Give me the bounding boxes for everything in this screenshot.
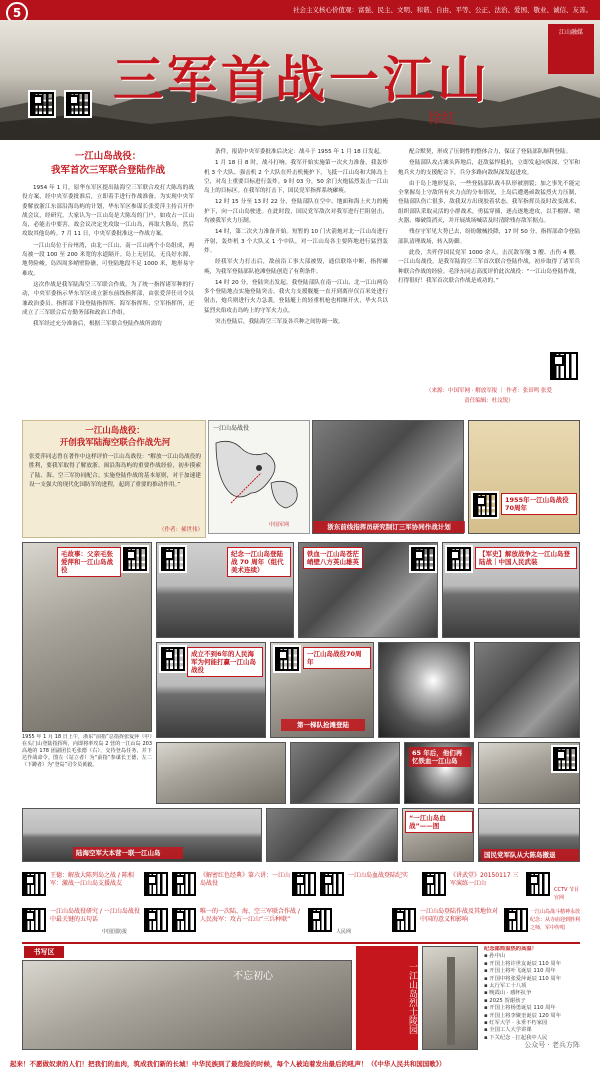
qr-code[interactable] — [320, 872, 344, 896]
photo-caption: 铁血一江山岛苍茫峭壁八方英山雄英 — [303, 547, 363, 569]
top-bar — [0, 0, 600, 20]
divider — [22, 942, 580, 944]
memorial-photo — [22, 960, 352, 1050]
map-drawing — [211, 433, 307, 515]
article-paragraph: 配合默契，形成了压倒性的整体合力，保证了登陆部队顺利登陆。 — [409, 149, 572, 155]
footer-slogan: 起来！不愿做奴隶的人们！把我们的血肉，筑成我们新的长城！中华民族到了最危险的时候，每个人被迫着发出最后的吼声！（《中华人民共和国国歌》） — [0, 1054, 600, 1074]
photo — [442, 542, 580, 638]
qr-code[interactable] — [123, 547, 147, 571]
photo — [478, 808, 580, 862]
article-headline — [22, 150, 194, 178]
qr-link-grid — [22, 868, 580, 938]
page-number: 5 — [6, 2, 28, 24]
qr-link-text[interactable]: 《讲武堂》20150117 三军演练一江山 — [450, 872, 519, 887]
qr-code[interactable] — [308, 908, 332, 932]
article-paragraph: 12 时 15 分至 13 时 22 分，登陆部队在空中、地面和海上火力的掩护下，向一江山岛驶进。在此时段，国民党军敌次对我军进行拦阻射击，均被我军火力压制。 — [204, 199, 388, 225]
qr-code[interactable] — [30, 92, 54, 116]
archive-list-item[interactable]: ▪ 下关纪念 · 扛起我中人民 — [484, 1034, 548, 1041]
headline-line-1: 一江山岛战役： — [74, 151, 142, 162]
calligraphy-signature: 徐红 — [428, 111, 456, 127]
article-column-2 — [204, 148, 388, 410]
qr-code[interactable] — [504, 908, 528, 932]
panel-author: （作者：郝世伟） — [158, 527, 203, 533]
photo — [290, 742, 400, 804]
qr-code[interactable] — [22, 872, 46, 896]
photo-caption: 毛故事：父亲毛张爱萍和一江山岛战役 — [57, 547, 121, 577]
archive-list-item[interactable]: ▪ 孙中山 — [484, 953, 506, 960]
battle-map — [208, 420, 310, 534]
headline-line-2: 我军首次三军联合登陆作战 — [50, 165, 165, 176]
article-paragraph: 由于岛上地形复杂，一些登陆部队战斗队形被割裂；加之事先不能完全掌握岛上守敌所有火力点的分布情况，上岛后遭遇顽敌猛烈火力压制，登陆部队伤亡很多，敌我双方出现胶着状态。我军指挥员及时改变战术，组织部队采取灵活的小群战术，勇猛穿插，逐点逐地进攻，以手榴弹、喷火器、爆破筒消灭，并开展战场喊话及时清除残存敌军据点。 — [398, 180, 580, 225]
article-column-1 — [22, 184, 194, 412]
paper-logo: 中国国防报 — [102, 929, 128, 935]
photo — [270, 642, 374, 738]
article-paragraph: 突击登陆后，我陆海空三军及各兵种之间协调一致， — [215, 319, 344, 326]
article-paragraph: 残存守军见大势已去，纷纷缴械投降，17 时 50 分，指挥部命令登陆部队清理战场，转入防御。 — [398, 229, 580, 245]
photo — [156, 642, 266, 738]
qr-link-text[interactable]: 一江山岛血战登陆纪实 — [348, 872, 409, 879]
qr-link-text[interactable]: 唯一的一次陆、海、空三军联合作战 / 人民海军：攻占一江山“三兵种联” — [200, 908, 300, 923]
photo-caption: 成立不到6年的人民海军为何能打赢一江山岛战役 — [187, 647, 263, 677]
article-paragraph: 经我军火力打击后，敌前沿工事大部被毁，通信联络中断，指挥瘫痪，为我军登陆部队抢滩登陆创造了有利条件。 — [204, 259, 388, 275]
archive-list — [484, 946, 580, 1050]
article-paragraph: 14 时，第二次火力准备开始。短暂的 10 门火箭炮对北一江山岛进行齐射，轰炸机 3 个大队又 1 个中队，对一江山岛各主要阵地进行猛烈轰炸。 — [204, 229, 388, 254]
qr-link-text[interactable]: 一江山岛登陆作战及其地位对中国的意义和影响 — [420, 908, 499, 923]
qr-code[interactable] — [172, 872, 196, 896]
article-paragraph: 条件，报请中央军委批准后决定：战斗于 1955 年 1 月 18 日发起。 — [215, 149, 385, 155]
archive-list-item[interactable]: ▪ 开国中将张爱萍诞辰 110 周年 — [484, 975, 562, 982]
archive-list-title: 纪念邮简温热的高温！ — [484, 946, 537, 952]
calligraphy-plaque: 一江山岛烈士陵园 — [356, 946, 418, 1050]
section-tag: 书写区 — [24, 946, 64, 958]
qr-code[interactable] — [411, 547, 435, 571]
archive-list-item[interactable]: ▪ 开国上将叶飞诞辰 110 周年 — [484, 968, 556, 975]
photo-caption: 一江山岛战役70周年 — [303, 647, 371, 669]
photo — [378, 642, 470, 738]
photo-caption: 1955年一江山岛战役 70周年 — [501, 493, 577, 515]
renminwang-logo: 人民网 — [336, 929, 352, 935]
article-paragraph: 14 时 20 分，登陆突击发起。我登陆部队在南一江山、北一江山两岛多个登陆地点实施登陆突击。我火力支援舰艇一直开到离岸仅百米处进行射击，炮兵则进行火力急袭，登陆艇上的轻重机枪也相继开火，毕火兵以猛烈火焰攻击岛屿上的守军火力点。 — [204, 279, 388, 314]
photo — [156, 742, 286, 804]
photo-caption: 【军史】解放战争之一江山岛登陆战｜中国人民武装 — [475, 547, 577, 569]
photo — [402, 808, 474, 862]
photo — [298, 542, 438, 638]
article-paragraph: 这次作战是我军陆海空三军联合作战，为了统一指挥诸军种的行动，中央军委指示华东军区成立浙东前线指挥部，由张爱萍任司令员兼政治委员。指挥部下设登陆指挥所、海军指挥所、空军指挥所，还成立了三军联合后方勤务部和政治工作组。 — [22, 281, 194, 316]
watermark: 公众号 · 老兵方阵 — [524, 1041, 580, 1049]
article-paragraph: 我军经过充分准备后，根据三军联合登陆作战所需的 — [33, 321, 162, 328]
map-badge: 中国军网 — [269, 522, 290, 528]
photo — [156, 542, 294, 638]
document-photo — [468, 420, 580, 534]
map-title: 一江山岛战役 — [213, 425, 250, 432]
article-column-3 — [398, 148, 580, 382]
photo-caption: “一江山岛血战”——图 — [405, 811, 473, 833]
article-paragraph: 登陆部队攻占滩头阵地后，赶敌猛悍抵抗，立即发起向纵深、空军和炮兵火力的支援配合下，兵分多路向敌纵深发起进攻。 — [398, 160, 580, 176]
qr-code[interactable] — [550, 352, 578, 380]
qr-code[interactable] — [161, 647, 185, 671]
photo-caption: 65 年后，他们再忆铁血一江山岛 — [409, 747, 471, 767]
photo — [266, 808, 398, 862]
cctv-logo: CCTV 节目官网 — [554, 887, 580, 901]
qr-code[interactable] — [422, 872, 446, 896]
panel-headline-line-1: 一江山岛战役： — [85, 426, 145, 436]
qr-code[interactable] — [66, 92, 90, 116]
archive-list-item[interactable]: ▪ 全国工人大学讲课 — [484, 1027, 532, 1034]
qr-code[interactable] — [161, 547, 185, 571]
photo-caption: 第一梯队抢滩登陆 — [281, 719, 365, 731]
archive-list-item[interactable]: ▪ 太行军工十八项 — [484, 983, 527, 990]
qr-label: 海防在线 — [31, 119, 52, 125]
archive-list-item[interactable]: ▪ 2025 贺谢孩子 — [484, 997, 526, 1004]
photo-caption: 国民党军队从大陈岛撤退 — [481, 849, 579, 861]
photo — [404, 742, 474, 804]
photo — [474, 642, 580, 738]
qr-code[interactable] — [275, 647, 299, 671]
commander-photo — [22, 542, 152, 732]
monument-photo — [422, 946, 478, 1050]
qr-link-text[interactable]: 一江山岛战役研究 / 一江山岛战役中最关键的五句话 — [50, 908, 140, 923]
qr-code[interactable] — [144, 872, 168, 896]
qr-code[interactable] — [473, 493, 497, 517]
panel-headline — [23, 425, 207, 449]
qr-code[interactable] — [172, 908, 196, 932]
photo — [312, 420, 464, 534]
qr-link-text[interactable]: 王德：解放大陈列岛之战 / 陈相军：激战一江山岛支援战友 — [50, 872, 134, 887]
article-paragraph: 一江山岛位于台州湾，由北一江山、南一江山两个小岛组成，两岛被一段 100 至 200 米宽的水道隔开。岛上无居民，无良好水源，地势险峻。岛四周多峭壁险礁，可登陆地段不足 1000 米，地形易守难攻。 — [22, 242, 194, 277]
qr-code[interactable] — [292, 872, 316, 896]
photo-caption: 陆海空军大本营一联一江山岛 — [73, 847, 183, 859]
qr-link-text[interactable]: 一江山岛战斗精神永放纪念：从寺庙迎到胜利之师，军中传唱 — [530, 909, 581, 931]
article-paragraph: 此役，共歼俘国民党军 1000 余人，击沉敌军舰 3 艘、击伤 4 艘。一江山岛战役，是我军陆海空三军首次联合登陆作战，初步取得了诸军兵种联合作战的经验。毛泽东同志高度评价此次战役：“一江山岛登陆作战，打得很好！我军首次联合作战是成功的。” — [398, 249, 580, 284]
page-title: 三军首战一江山 — [113, 50, 491, 109]
brand-badge: 江山融媒 — [548, 24, 594, 74]
qr-code[interactable] — [447, 547, 471, 571]
qr-code[interactable] — [526, 872, 550, 896]
archive-list-item[interactable]: ▪ 开国上将许世友诞辰 110 周年 — [484, 960, 562, 967]
photo-caption: 浙东前线指挥员研究制订三军协同作战计划 — [313, 521, 465, 533]
article-editor: 责任编辑：杜汶锐） — [464, 398, 514, 404]
article-paragraph: 1 月 18 日 8 时，战斗打响。我军开始实施第一次火力准备，我轰炸机 3 个大队、强击机 2 个大队在歼击机掩护下，飞抵一江山岛和大陈岛上空，对岛上重要目标进行轰炸。9 时 03 分，50 余门火炮猛烈轰击一江山岛上的目标区。在我军的打击下，国民党军指挥系统瘫痪。 — [204, 160, 388, 195]
photo-caption: 纪念一江山岛登陆战 70 周年（组代美术连续） — [227, 547, 291, 577]
qr-code[interactable] — [392, 908, 416, 932]
archive-list-item[interactable]: ▪ 开国上将杨勇诞辰 110 周年 — [484, 1005, 556, 1012]
article-source: （来源：中国军网 · 解放军报 ｜ 作者：张田鸣 张爱 — [426, 388, 552, 394]
qr-code[interactable] — [553, 747, 577, 771]
qr-code[interactable] — [144, 908, 168, 932]
archive-list-item[interactable]: ▪ 红军大学 · 永垂不朽家园 — [484, 1020, 548, 1027]
commentary-panel — [22, 420, 206, 538]
article-paragraph: 1954 年 1 月，原华东军区提出陆海空三军联合攻打大陈岛的战役方案，经中央军委批准后，立即着手进行作战准备。为实现中央军委解放浙江东部沿海岛屿的计划，华东军区参谋长张爱萍主持召开作战会议，经研究，大家认为一江山岛是大陈岛的门户，如攻占一江山岛，必能击中要害，故会议决定先攻取一江山岛，再取大陈岛，然后攻取其他岛屿。7 月 11 日，中央军委批准这一作战方案。 — [22, 185, 194, 238]
panel-headline-line-2: 开创我军陆海空联合作战先河 — [59, 438, 171, 448]
banner-caption: 三军首战一江山 — [285, 128, 328, 135]
archive-list-item[interactable]: ▪ 开国上将李聚奎诞辰 120 周年 — [484, 1012, 562, 1019]
monument-tower — [447, 957, 455, 1045]
qr-code[interactable] — [22, 908, 46, 932]
archive-list-item[interactable]: ▪ 晚霞山 · 感怀抗争 — [484, 990, 532, 997]
commander-caption: 1955 年 1 月 18 日上午，浙东“前指”总指挥张爱萍（中）在头门山登陆指挥所，向即将率攻岛 2 营的一江山岛 203 高地的 178 团副团长毛张德（右），交待登岛任务，并下达作战命令。图左（站立者）为“前指”参谋长王德，左二（下蹲者）为“登岛”司令员黄毅。 — [22, 734, 152, 768]
qr-label: 江山融媒 — [67, 119, 88, 125]
banner — [0, 20, 600, 140]
aircraft-photo — [22, 808, 262, 862]
stone-inscription: 不忘初心 — [233, 971, 273, 982]
panel-body: 张爱萍同志曾在著作中这样评价一江山岛战役：“解放一江山岛战役的胜利，要我军取得了解放浙、闽沿海岛屿的重要作战经验，初步摸索了陆、海、空三军协同配合。实施登陆作战的基本原则，对于加速建设一支强大的现代化国防军的进程，起到了重要的推动作用。” — [29, 454, 201, 488]
qr-link-text[interactable]: 《解密红色经典》第六讲：一江山岛战役 — [200, 872, 291, 887]
core-values-text: 社会主义核心价值观：富强、民主、文明、和谐、自由、平等、公正、法治、爱国、敬业、诚信、友善。 — [293, 6, 592, 14]
photo — [478, 742, 580, 804]
